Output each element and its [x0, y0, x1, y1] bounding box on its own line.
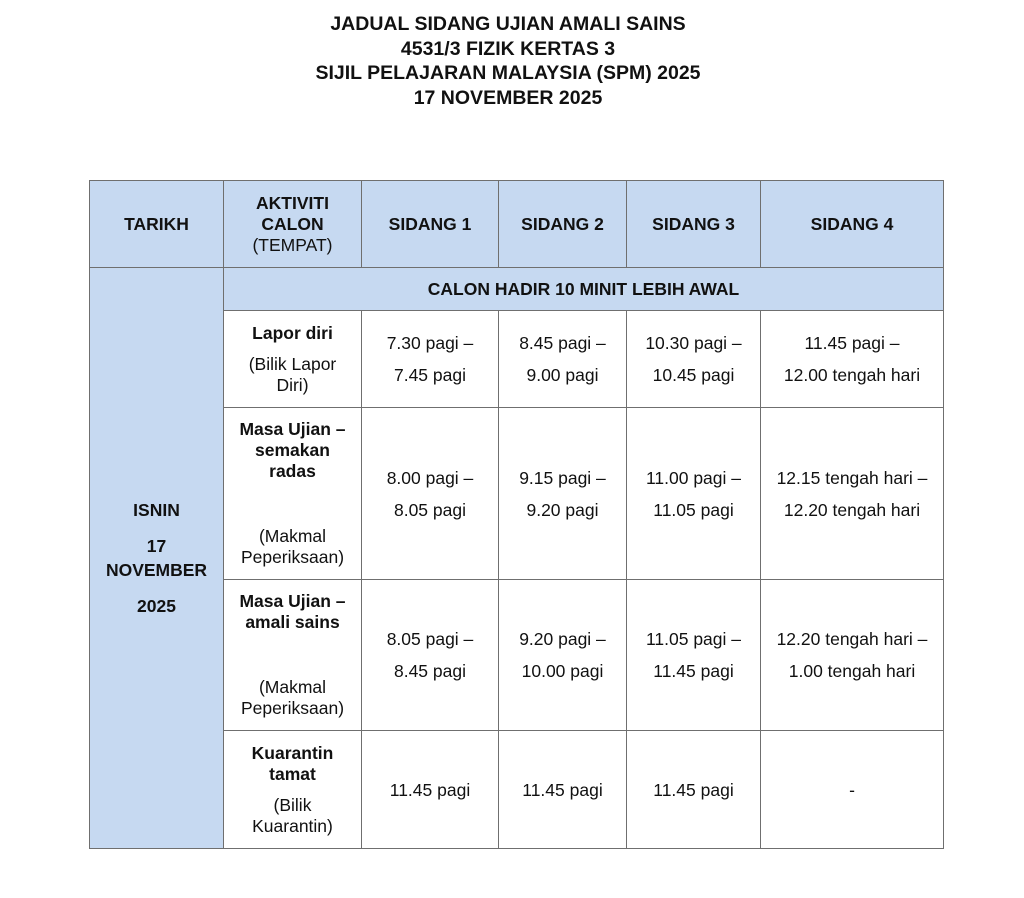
session-end: 9.20 pagi	[526, 499, 599, 520]
activity-title: Masa Ujian –	[239, 419, 346, 439]
session-time: 11.45 pagi	[653, 779, 734, 800]
session-start: 12.20 tengah hari –	[776, 629, 928, 649]
title-line: 17 NOVEMBER 2025	[413, 86, 603, 109]
session-cell	[362, 408, 499, 580]
session-cell	[499, 408, 627, 580]
session-start: 11.00 pagi –	[645, 467, 742, 488]
title-line: 4531/3 FIZIK KERTAS 3	[400, 37, 616, 60]
session-start: 7.30 pagi –	[386, 333, 474, 353]
session-time: -	[849, 779, 855, 800]
schedule-table	[89, 180, 944, 849]
session-cell	[627, 580, 761, 731]
title-line: SIJIL PELAJARAN MALAYSIA (SPM) 2025	[315, 62, 701, 84]
session-start: 11.45 pagi –	[804, 333, 900, 353]
session-cell	[761, 580, 944, 731]
header-tempat: (TEMPAT)	[252, 234, 333, 255]
date-cell	[90, 268, 224, 849]
activity-place: Kuarantin)	[252, 815, 333, 836]
activity-place: (Makmal	[258, 526, 327, 546]
session-cell	[627, 731, 761, 849]
date-month: NOVEMBER	[105, 560, 208, 580]
activity-title: semakan	[255, 440, 330, 460]
session-start: 11.05 pagi –	[645, 629, 742, 649]
header-sidang-1: SIDANG 1	[362, 181, 499, 268]
activity-place: (Bilik	[273, 794, 312, 815]
session-start: 12.15 tengah hari –	[776, 467, 928, 488]
session-end: 8.05 pagi	[393, 499, 466, 520]
session-cell	[499, 580, 627, 731]
activity-place: (Bilik Lapor	[248, 353, 337, 374]
activity-cell	[224, 408, 362, 580]
session-time: 11.45 pagi	[522, 779, 603, 800]
title-line: JADUAL SIDANG UJIAN AMALI SAINS	[330, 13, 686, 35]
session-cell	[499, 311, 627, 408]
header-tarikh: TARIKH	[90, 181, 224, 268]
session-end: 12.20 tengah hari	[783, 499, 921, 520]
session-end: 8.45 pagi	[393, 661, 466, 681]
session-start: 8.45 pagi –	[519, 333, 606, 353]
session-end: 1.00 tengah hari	[788, 661, 916, 681]
activity-cell	[224, 580, 362, 731]
session-time: 11.45 pagi	[389, 779, 471, 800]
session-cell	[362, 580, 499, 731]
session-start: 8.00 pagi –	[386, 467, 474, 488]
activity-title: radas	[269, 461, 316, 481]
session-end: 11.05 pagi	[653, 499, 734, 520]
session-end: 11.45 pagi	[653, 661, 734, 681]
banner-notice: CALON HADIR 10 MINIT LEBIH AWAL	[224, 268, 944, 311]
activity-title: amali sains	[245, 612, 340, 632]
activity-place: (Makmal	[258, 677, 327, 697]
session-start: 10.30 pagi –	[645, 333, 742, 353]
session-end: 9.00 pagi	[526, 365, 599, 385]
session-cell	[761, 731, 944, 849]
session-start: 9.15 pagi –	[519, 467, 606, 488]
header-sidang-3: SIDANG 3	[627, 181, 761, 268]
header-sidang-4: SIDANG 4	[761, 181, 944, 268]
activity-place: Diri)	[276, 374, 309, 395]
session-cell	[627, 408, 761, 580]
activity-title: Masa Ujian –	[239, 591, 346, 611]
activity-title: Kuarantin	[251, 742, 334, 763]
session-end: 10.00 pagi	[521, 661, 604, 681]
header-aktiviti-line: AKTIVITI	[256, 192, 329, 213]
session-cell	[761, 311, 944, 408]
session-cell	[499, 731, 627, 849]
header-aktiviti-line: CALON	[261, 213, 324, 234]
session-end: 12.00 tengah hari	[783, 365, 921, 385]
date-day: ISNIN	[133, 500, 180, 520]
session-start: 8.05 pagi –	[386, 629, 474, 649]
header-aktiviti	[224, 181, 362, 268]
activity-cell	[224, 731, 362, 849]
banner-row	[90, 268, 944, 311]
date-num: 17	[146, 536, 167, 556]
activity-place: Peperiksaan)	[240, 547, 345, 567]
activity-title: tamat	[269, 763, 316, 784]
date-year: 2025	[137, 596, 176, 616]
session-start: 9.20 pagi –	[519, 629, 606, 649]
activity-cell	[224, 311, 362, 408]
header-sidang-2: SIDANG 2	[499, 181, 627, 268]
header-row	[90, 181, 944, 268]
session-cell	[362, 731, 499, 849]
session-end: 7.45 pagi	[393, 365, 466, 385]
session-end: 10.45 pagi	[652, 365, 735, 385]
session-cell	[761, 408, 944, 580]
document-title	[0, 12, 1016, 110]
activity-place: Peperiksaan)	[240, 698, 345, 718]
session-cell	[362, 311, 499, 408]
activity-title: Lapor diri	[252, 322, 333, 343]
session-cell	[627, 311, 761, 408]
